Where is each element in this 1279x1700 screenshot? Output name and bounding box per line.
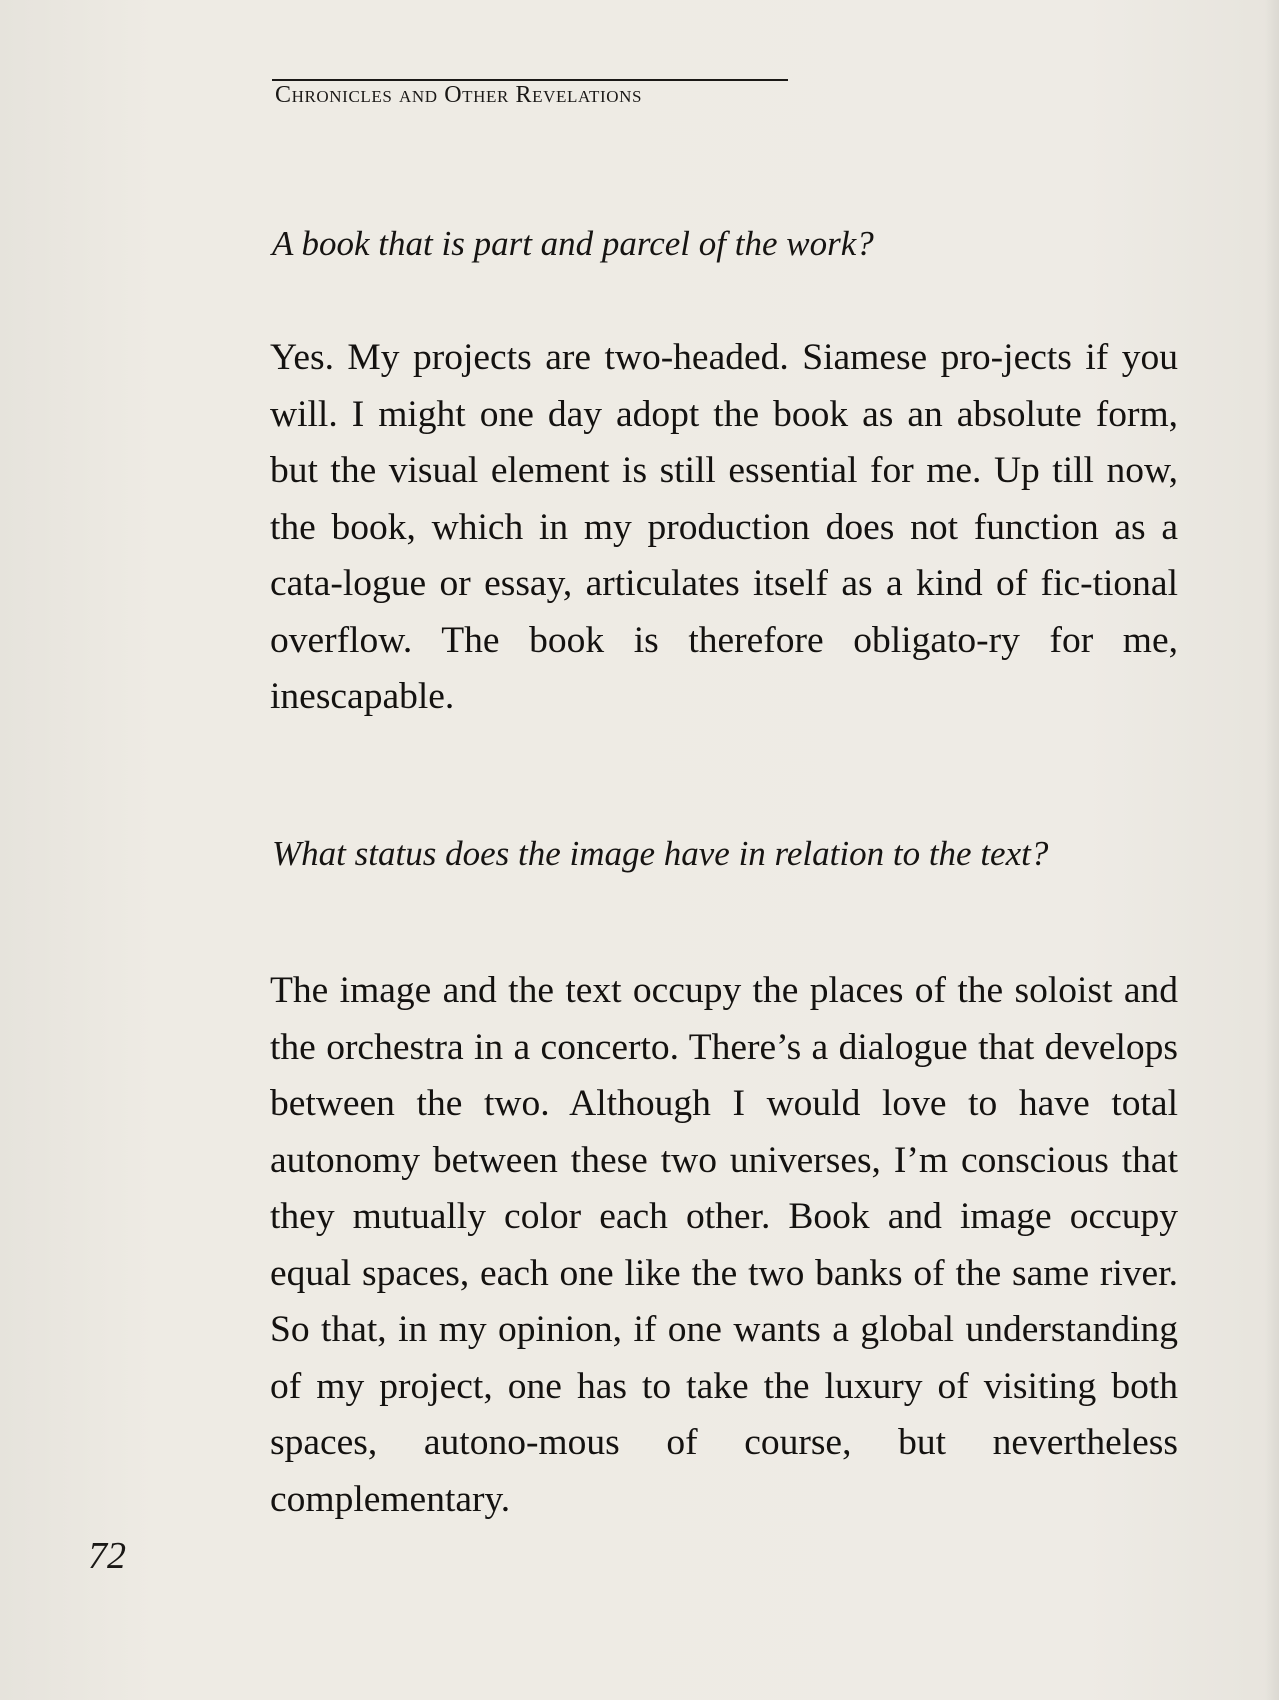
- interview-question: What status does the image have in relation to the text?: [272, 834, 1049, 873]
- interview-answer: Yes. My projects are two-headed. Siamese pro-jects if you will. I might one day adopt the book as an absolute form, but the visual element is still essential for me. Up till now, the book, which in my production does not function as a cata-logue or essay, articulates itself as a kind of fic-tional overflow. The book is therefore obligato-ry for me, inescapable.: [270, 337, 1178, 717]
- running-head: Chronicles and Other Revelations: [275, 82, 643, 108]
- page-number: 72: [88, 1535, 126, 1577]
- page-edge-shadow: [1265, 0, 1279, 1700]
- interview-answer: The image and the text occupy the places of the soloist and the orchestra in a concerto. There’s a dialogue that develops between the two. Although I would love to have total autonomy between these two universes, I’m conscious that they mutually color each other. Book and image occupy equal spaces, each one like the two banks of the same river. So that, in my opinion, if one wants a global understanding of my project, one has to take the luxury of visiting both spaces, autono-mous of course, but nevertheless complementary.: [270, 970, 1178, 1520]
- interview-question: A book that is part and parcel of the work?: [272, 224, 874, 263]
- header-rule: [272, 79, 788, 81]
